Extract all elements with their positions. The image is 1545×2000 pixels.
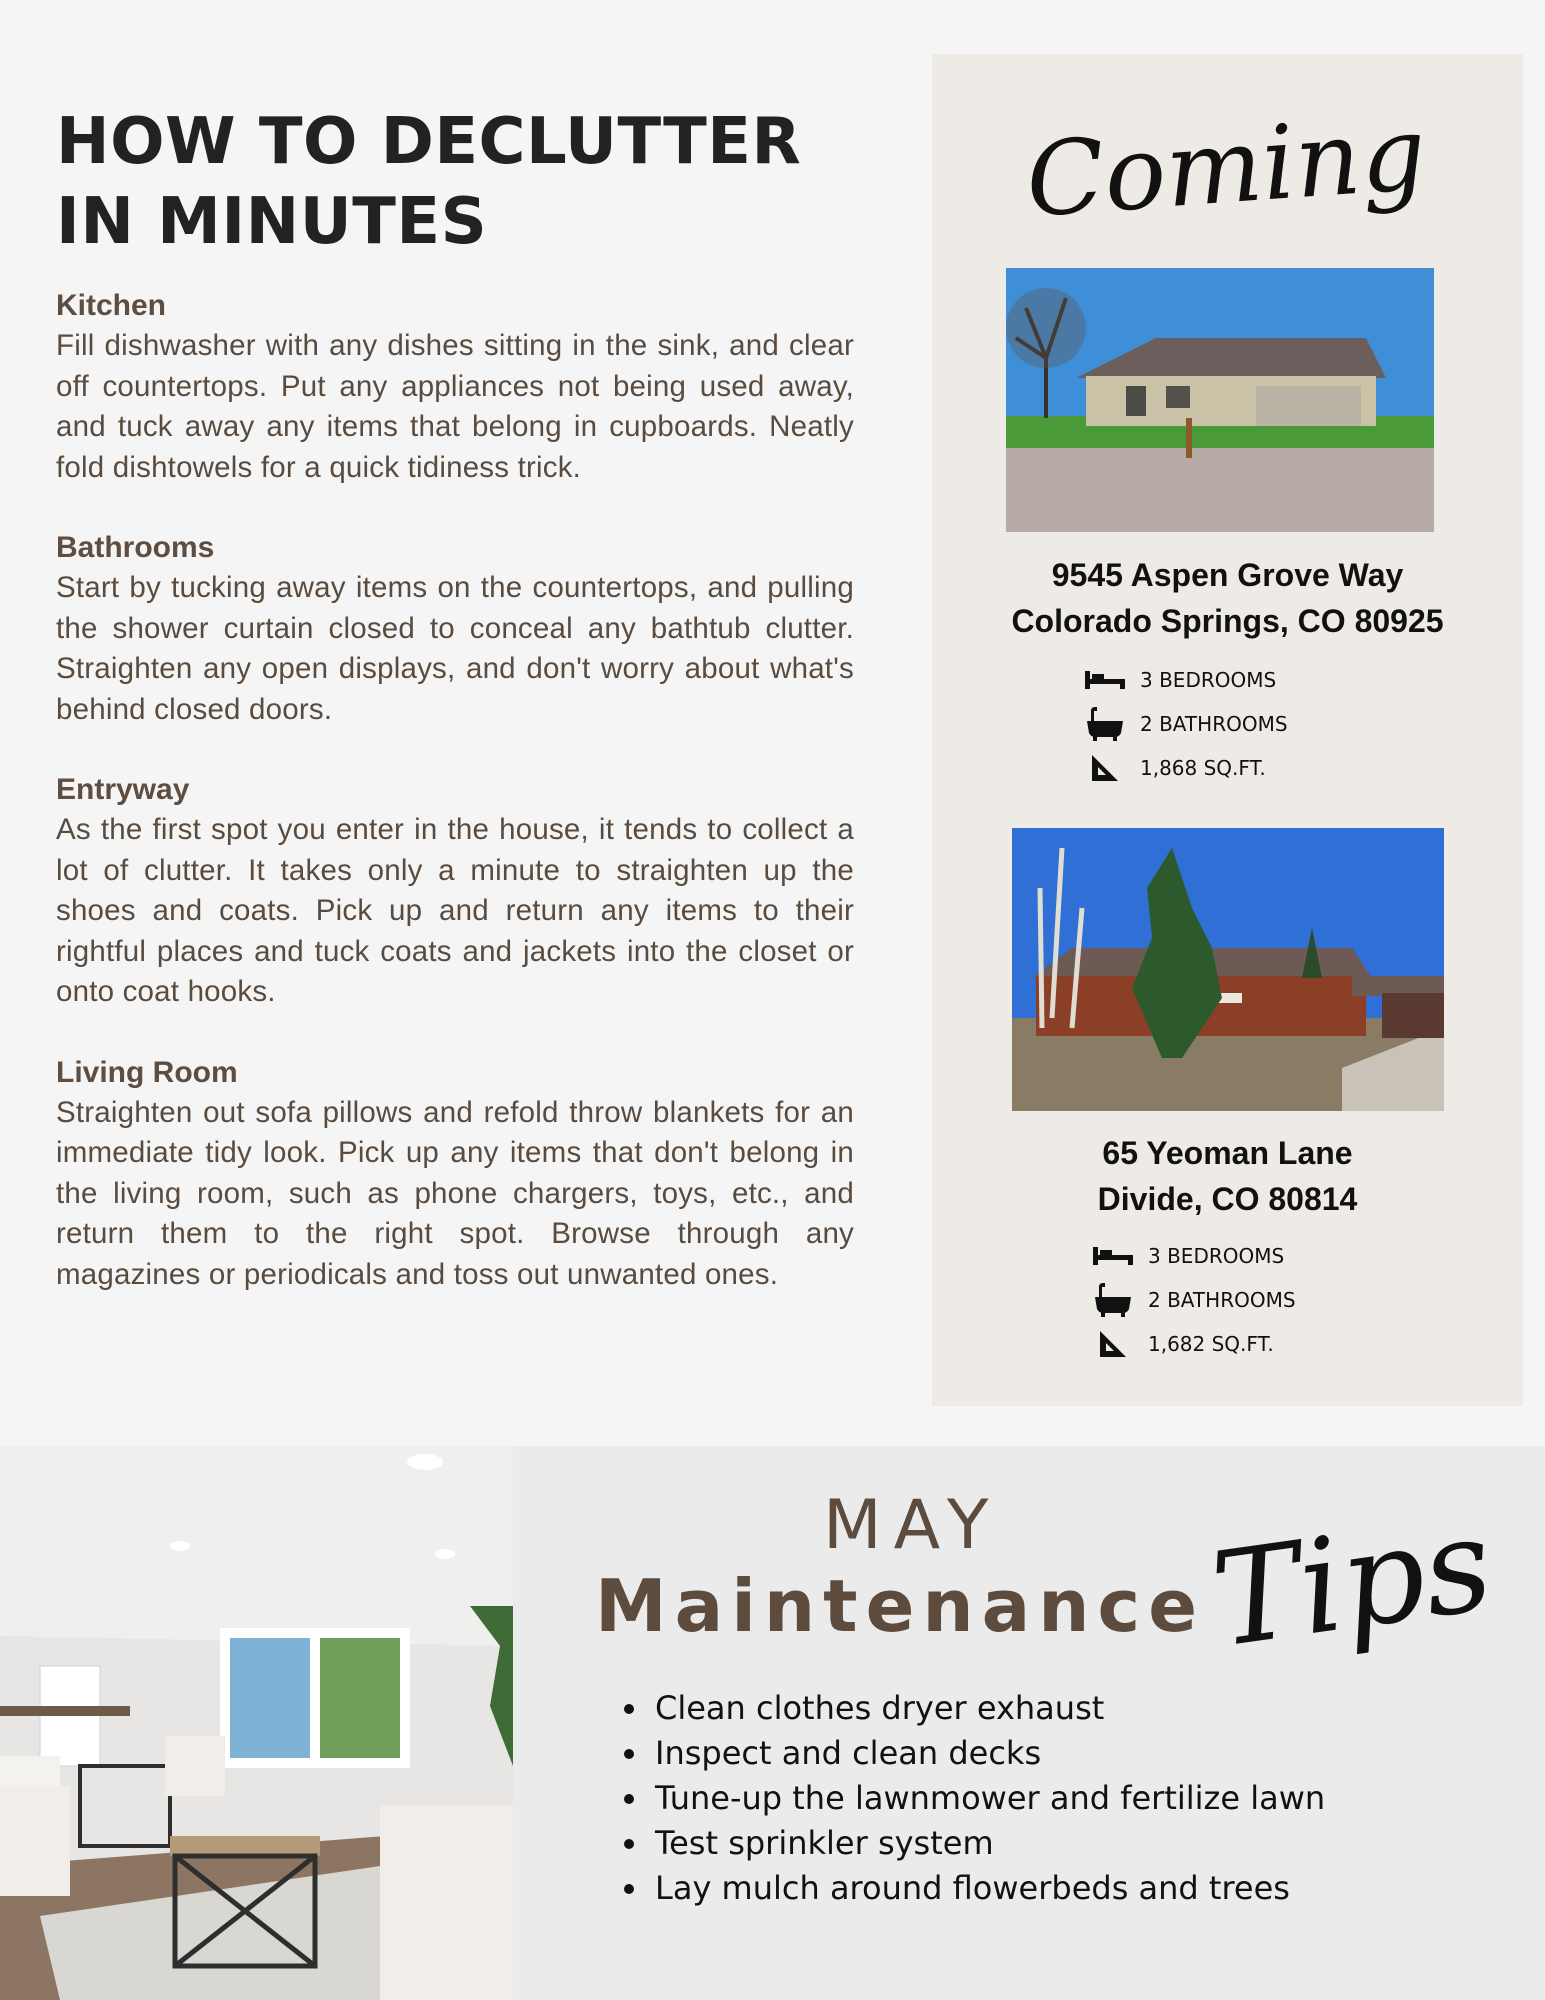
section-heading: Entryway	[56, 773, 190, 806]
section-heading: Bathrooms	[56, 531, 215, 564]
section-heading: Living Room	[56, 1055, 238, 1089]
address-line-2: Colorado Springs, CO 80925	[1011, 603, 1444, 639]
list-item: • Clean clothes dryer exhaust	[651, 1686, 1325, 1731]
bed-icon	[1090, 1240, 1136, 1272]
spec-bedrooms	[1082, 658, 1288, 702]
list-item: • Inspect and clean decks	[651, 1731, 1325, 1776]
maintenance-heading: Maintenance	[595, 1564, 1206, 1648]
listing-specs	[1082, 658, 1288, 790]
tips-script-title: Tips	[1203, 1487, 1501, 1677]
tip-section-entryway	[56, 770, 854, 1013]
listing-photo	[1006, 268, 1434, 532]
listing-photo	[1012, 828, 1444, 1111]
tip-section-living-room	[56, 1053, 854, 1296]
bathtub-icon	[1082, 708, 1128, 740]
section-heading: Kitchen	[56, 289, 167, 322]
coming-soon-script-title: Coming	[1022, 94, 1430, 241]
spec-bathrooms	[1090, 1278, 1296, 1322]
declutter-tips	[56, 286, 854, 1335]
address-line-1: 65 Yeoman Lane	[1102, 1135, 1353, 1171]
spec-area	[1082, 746, 1288, 790]
spec-bedrooms	[1090, 1234, 1296, 1278]
list-item: • Lay mulch around flowerbeds and trees	[651, 1866, 1325, 1911]
listing-specs	[1090, 1234, 1296, 1366]
list-item: • Test sprinkler system	[651, 1821, 1325, 1866]
bathtub-icon	[1090, 1284, 1136, 1316]
coming-soon-panel	[932, 54, 1523, 1406]
bedrooms-count: 3 BEDROOMS	[1140, 668, 1277, 692]
bathrooms-count: 2 BATHROOMS	[1140, 712, 1288, 736]
set-square-icon	[1082, 752, 1128, 784]
set-square-icon	[1090, 1328, 1136, 1360]
living-room-photo	[0, 1446, 513, 2000]
page-title: HOW TO DECLUTTER IN MINUTES	[56, 105, 802, 259]
area-sqft: 1,868 SQ.FT.	[1140, 756, 1266, 780]
listing-address	[932, 552, 1523, 644]
bathrooms-count: 2 BATHROOMS	[1148, 1288, 1296, 1312]
address-line-1: 9545 Aspen Grove Way	[1051, 557, 1404, 593]
address-line-2: Divide, CO 80814	[1097, 1181, 1358, 1217]
bedrooms-count: 3 BEDROOMS	[1148, 1244, 1285, 1268]
section-text: Fill dishwasher with any dishes sitting in the sink, and clear off countertops. Put any appliances not being used away, and tuck away any items that belong in cupboards. Neatly fold dishtowels for a quick tidiness trick.	[56, 329, 854, 484]
list-item: • Tune-up the lawnmower and fertilize lawn	[651, 1776, 1325, 1821]
spec-bathrooms	[1082, 702, 1288, 746]
area-sqft: 1,682 SQ.FT.	[1148, 1332, 1274, 1356]
listing-address	[932, 1130, 1523, 1222]
maintenance-tips-panel	[513, 1446, 1545, 2000]
maintenance-month: MAY	[823, 1486, 1001, 1565]
section-text: Straighten out sofa pillows and refold throw blankets for an immediate tidy look. Pick up any items that don't belong in the living room, such as phone chargers, toys, etc., and return them to the right spot. Browse through any magazines or periodicals and toss out unwanted ones.	[56, 1095, 854, 1291]
tip-section-bathrooms	[56, 528, 854, 730]
maintenance-list	[623, 1686, 1325, 1911]
bed-icon	[1082, 664, 1128, 696]
section-text: As the first spot you enter in the house, it tends to collect a lot of clutter. It takes only a minute to straighten up the shoes and coats. Pick up and return any items to their rightful places and tuck coats and jackets into the closet or onto coat hooks.	[56, 813, 854, 1008]
tip-section-kitchen	[56, 286, 854, 488]
spec-area	[1090, 1322, 1296, 1366]
section-text: Start by tucking away items on the countertops, and pulling the shower curtain closed to conceal any bathtub clutter. Straighten any open displays, and don't worry about what's behind closed doors.	[56, 571, 854, 726]
